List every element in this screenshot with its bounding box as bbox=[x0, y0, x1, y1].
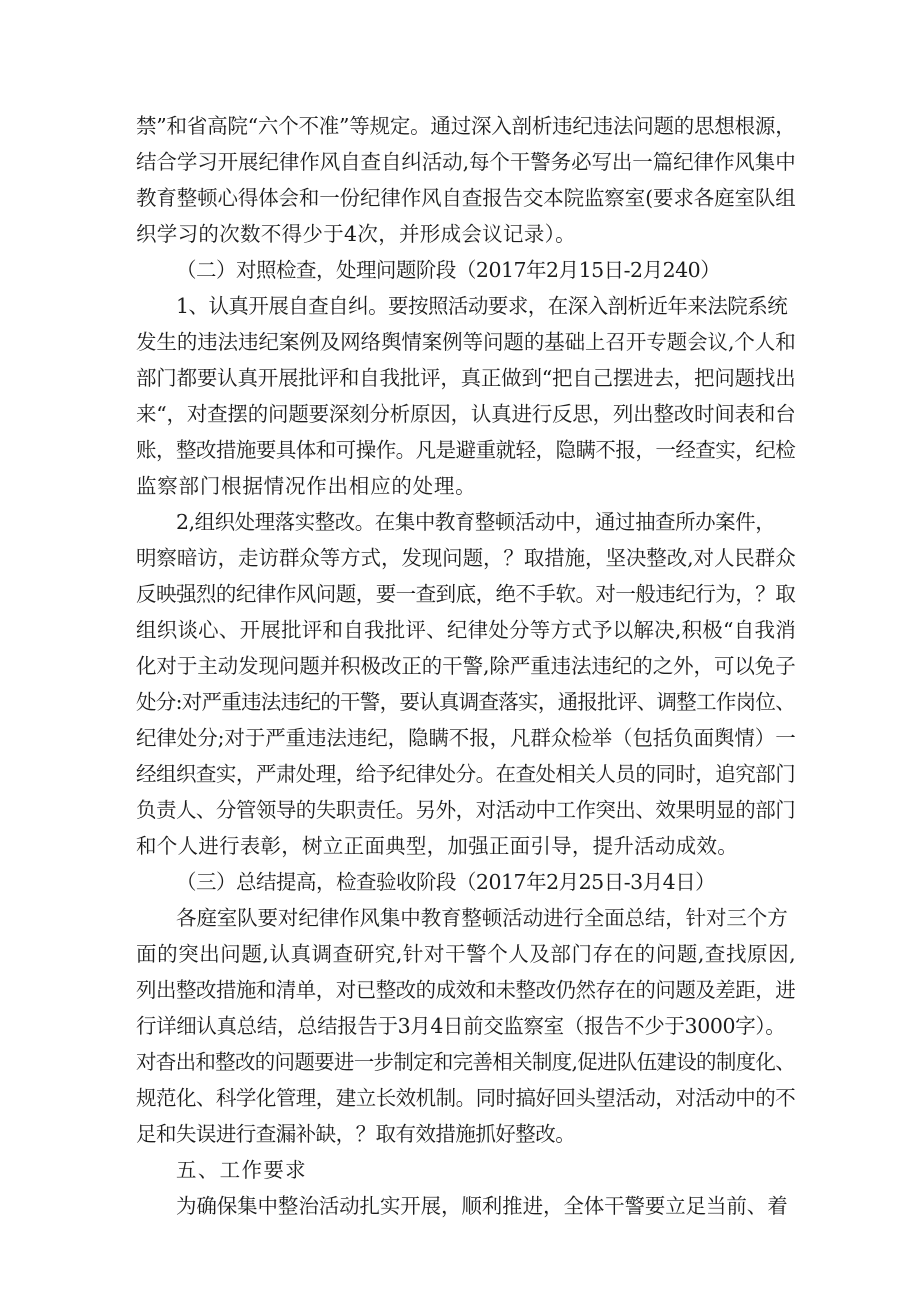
text-line: 结合学习开展纪律作风自查自纠活动,每个干警务必写出一篇纪律作风集中 bbox=[136, 150, 796, 174]
text-line: 处分:对严重违法违纪的干警，要认真调查落实，通报批评、调整工作岗位、 bbox=[136, 690, 795, 714]
text-line: 发生的违法违纪案例及网络舆情案例等问题的基础上召开专题会议,个人和 bbox=[136, 330, 796, 354]
text-line: 监察部门根据情况作出相应的处理。 bbox=[136, 474, 477, 498]
text-line: 明察暗访，走访群众等方式，发现问题，？取措施，坚决整改,对人民群众 bbox=[136, 546, 796, 570]
text-line: 1、认真开展自查自纠。要按照活动要求，在深入剖析近年来法院系统 bbox=[176, 294, 788, 318]
text-line: 列出整改措施和清单，对已整改的成效和未整改仍然存在的问题及差距，进 bbox=[136, 978, 796, 1002]
text-line: 2,组织处理落实整改。在集中教育整顿活动中，通过抽查所办案件， bbox=[176, 510, 776, 534]
text-line: 行详细认真总结，总结报告于3月4日前交监察室（报告不少于3000字）。 bbox=[136, 1014, 786, 1038]
text-line: 组织谈心、开展批评和自我批评、纪律处分等方式予以解决,积极“自我消 bbox=[136, 618, 796, 642]
text-line: 对杳出和整改的问题要进一步制定和完善相关制度,促进队伍建设的制度化、 bbox=[136, 1050, 795, 1074]
text-line: 部门都要认真开展批评和自我批评，真正做到“把自己摆进去，把问题找出 bbox=[136, 366, 796, 390]
text-line: 化对于主动发现问题并积极改正的干警,除严重违法违纪的之外，可以免子 bbox=[136, 654, 796, 678]
text-line: 经组织查实，严肃处理，给予纪律处分。在查处相关人员的同时，追究部门 bbox=[136, 762, 796, 786]
text-line: 面的突出问题,认真调查研究,针对干警个人及部门存在的问题,查找原因, bbox=[136, 942, 797, 966]
text-line: 各庭室队要对纪律作风集中教育整顿活动进行全面总结，针对三个方 bbox=[176, 906, 788, 930]
section-heading: （二）对照检查，处理问题阶段（2017年2月15日-2月240） bbox=[176, 258, 721, 282]
text-line: 织学习的次数不得少于4次，并形成会议记录）。 bbox=[136, 222, 576, 246]
text-line: 教育整顿心得体会和一份纪律作风自查报告交本院监察室(要求各庭室队组 bbox=[136, 186, 796, 210]
text-line: 负责人、分管领导的失职责任。另外，对活动中工作突出、效果明显的部门 bbox=[136, 798, 796, 822]
text-line: 规范化、科学化管理，建立长效机制。同时搞好回头望活动，对活动中的不 bbox=[136, 1086, 796, 1110]
text-line: 足和失误进行查漏补缺，？取有效措施抓好整改。 bbox=[136, 1122, 576, 1146]
section-heading: （三）总结提高，检查验收阶段（2017年2月25日-3月4日） bbox=[176, 870, 716, 894]
text-line: 账，整改措施要具体和可操作。凡是避重就轻，隐瞒不报，一经查实，纪检 bbox=[136, 438, 796, 462]
text-line: 和个人进行表彰，树立正面典型，加强正面引导，提升活动成效。 bbox=[136, 834, 738, 858]
section-heading: 五、工作要求 bbox=[176, 1158, 308, 1182]
text-line: 为确保集中整治活动扎实开展，顺利推进，全体干警要立足当前、着 bbox=[176, 1194, 788, 1218]
text-line: 来“，对查摆的问题要深刻分析原因，认真进行反思，列出整改时间表和台 bbox=[136, 402, 796, 426]
text-line: 反映强烈的纪律作风问题，要一查到底，绝不手软。对一般违纪行为，？取 bbox=[136, 582, 796, 606]
text-line: 纪律处分;对于严重违法违纪，隐瞒不报，凡群众检举（包括负面舆情）一 bbox=[136, 726, 796, 750]
text-line: 禁”和省高院“六个不准”等规定。通过深入剖析违纪违法问题的思想根源， bbox=[136, 114, 796, 138]
